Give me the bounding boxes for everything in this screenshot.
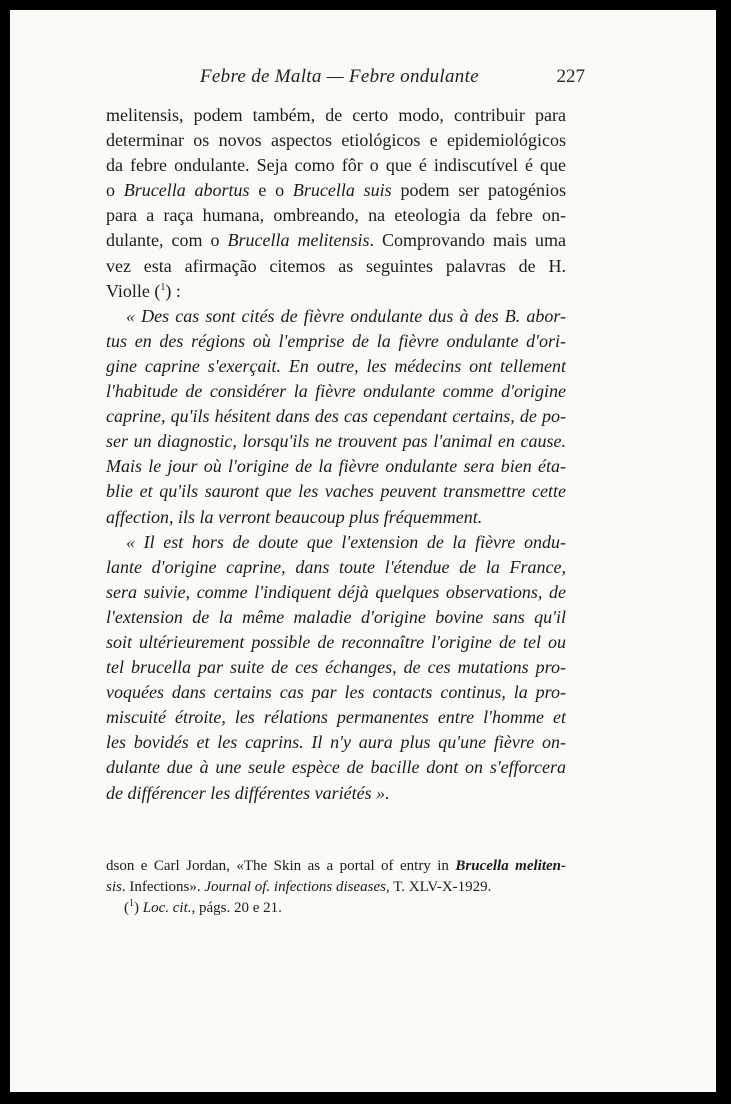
footnote-1: ($^1$) Loc. cit., págs. 20 e 21. — [124, 898, 282, 916]
footnote-line: dson e Carl Jordan, «The Skin as a portal of entry in Brucella meliten- — [106, 858, 566, 874]
quote-line: de différencer les différentes variétés ». — [106, 782, 390, 803]
quote-line: caprine, qu'ils hésitent dans des cas cependant certains, de po- — [106, 406, 566, 427]
quote-line: tus en des régions où l'emprise de la fièvre ondulante d'ori- — [106, 330, 566, 351]
footnotes — [106, 856, 566, 919]
quote-line: « Des cas sont cités de fièvre ondulante dus à des B. abor- — [126, 305, 566, 326]
quote-line: tel brucella par suite de ces échanges, de ces mutations pro- — [106, 657, 566, 678]
quote-line: gine caprine s'exerçait. En outre, les médecins ont tellement — [106, 355, 566, 376]
page-number: 227 — [556, 66, 585, 87]
quote-paragraph-1 — [106, 304, 566, 530]
quote-line: blie et qu'ils sauront que les vaches peuvent transmettre cette — [106, 481, 566, 502]
main-text — [106, 103, 566, 806]
footnote-ref: 1 — [160, 281, 166, 293]
text-line: melitensis, podem também, de certo modo, contribuir para — [106, 105, 566, 125]
quote-line: Mais le jour où l'origine de la fièvre ondulante sera bien éta- — [106, 456, 566, 477]
text-line: da febre ondulante. Seja como fôr o que é indiscutível é que — [106, 155, 566, 176]
quote-line: soit ultérieurement possible de reconnaître l'origine de tel ou — [106, 631, 566, 652]
quote-line: « Il est hors de doute que l'extension de la fièvre ondu- — [126, 531, 566, 552]
quote-line: dulante due à une seule espèce de bacille dont on s'efforcera — [106, 757, 566, 778]
quote-line: ser un diagnostic, lorsqu'ils ne trouvent pas l'animal en cause. — [106, 431, 566, 452]
text-line: determinar os novos aspectos etiológicos e epidemiológicos — [106, 130, 566, 151]
text-line: o Brucella abortus e o Brucella suis podem ser patogénios — [106, 180, 566, 201]
quote-line: affection, ils la verront beaucoup plus fréquemment. — [106, 506, 483, 527]
quote-line: l'habitude de considérer la fièvre ondulante comme d'origine — [106, 381, 566, 402]
page-header — [200, 66, 585, 96]
quote-line: les bovidés et les caprins. Il n'y aura plus qu'une fièvre on- — [106, 732, 566, 753]
quote-line: sera suivie, comme l'indiquent déjà quelques observations, de — [106, 581, 566, 602]
quote-line: voquées dans certains cas par les contacts continus, la pro- — [106, 682, 566, 703]
running-title: Febre de Malta — Febre ondulante — [200, 66, 479, 87]
quote-line: miscuité étroite, les rélations permanentes entre l'homme et — [106, 707, 566, 728]
quote-paragraph-2 — [106, 530, 566, 806]
text-line: dulante, com o Brucella melitensis. Comprovando mais uma — [106, 230, 566, 251]
book-page — [10, 10, 716, 1092]
text-line: vez esta afirmação citemos as seguintes palavras de H. — [106, 255, 566, 276]
text-line: para a raça humana, ombreando, na eteologia da febre on- — [106, 205, 566, 226]
quote-line: lante d'origine caprine, dans toute l'étendue de la France, — [106, 556, 566, 577]
text-line: Violle ($^1$) : — [106, 280, 181, 301]
paragraph-intro — [106, 103, 566, 304]
footnote-line: sis. Infections». Journal of. infections diseases, T. XLV-X-1929. — [106, 879, 492, 895]
quote-line: l'extension de la même maladie d'origine bovine sans qu'il — [106, 606, 566, 627]
